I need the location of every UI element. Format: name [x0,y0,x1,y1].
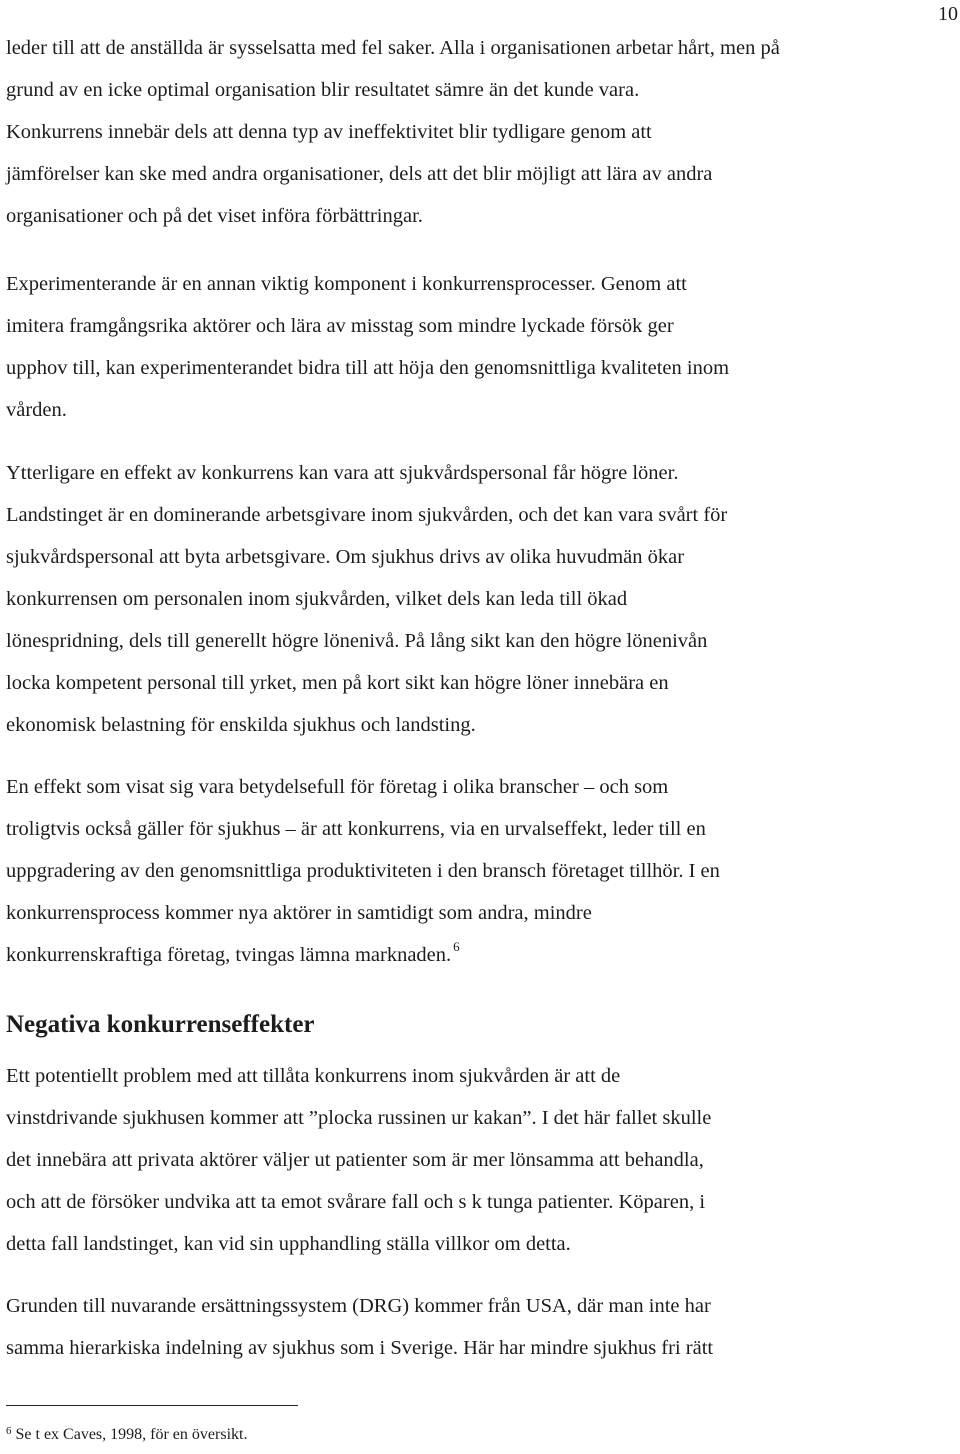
text-line: det innebära att privata aktörer väljer ut patienter som är mer lönsamma att behandla, [6,1149,704,1171]
footnote-reference[interactable]: 6 [453,939,460,954]
text-line: lönespridning, dels till generellt högre lönenivå. På lång sikt kan den högre lönenivån [6,630,708,652]
text-line: konkurrensprocess kommer nya aktörer in samtidigt som andra, mindre [6,902,592,924]
text-line-with-footnote [6,934,946,976]
text-line: grund av en icke optimal organisation blir resultatet sämre än det kunde vara. [6,79,640,101]
text-line: Landstinget är en dominerande arbetsgivare inom sjukvården, och det kan vara svårt för [6,504,728,526]
text-line: organisationer och på det viset införa förbättringar. [6,205,423,227]
text-line: upphov till, kan experimenterandet bidra till att höja den genomsnittliga kvaliteten inom [6,357,730,379]
text-line: vinstdrivande sjukhusen kommer att ”plocka russinen ur kakan”. I det här fallet skulle [6,1107,712,1129]
text-line: leder till att de anställda är sysselsatta med fel saker. Alla i organisationen arbetar hårt, men på [6,37,780,59]
text-line: imitera framgångsrika aktörer och lära av misstag som mindre lyckade försök ger [6,315,674,337]
text-line: och att de försöker undvika att ta emot svårare fall och s k tunga patienter. Köparen, i [6,1191,706,1213]
text-line: Konkurrens innebär dels att denna typ av ineffektivitet blir tydligare genom att [6,121,652,143]
text-line: Ytterligare en effekt av konkurrens kan vara att sjukvårdspersonal får högre löner. [6,462,679,484]
text-line: troligtvis också gäller för sjukhus – är att konkurrens, via en urvalseffekt, leder till en [6,818,706,840]
paragraph-2 [6,263,946,431]
text-line: samma hierarkiska indelning av sjukhus som i Sverige. Här har mindre sjukhus fri rätt [6,1337,714,1359]
text-line: konkurrensen om personalen inom sjukvården, vilket dels kan leda till ökad [6,588,628,610]
footnote-number: 6 [6,1425,12,1437]
text-line: sjukvårdspersonal att byta arbetsgivare. Om sjukhus drivs av olika huvudmän ökar [6,546,685,568]
section-heading: Negativa konkurrenseffekter [6,1011,315,1038]
paragraph-1 [6,27,946,237]
footnote-text: Se t ex Caves, 1998, för en översikt. [15,1426,248,1443]
paragraph-3 [6,452,946,746]
text-line: ekonomisk belastning för enskilda sjukhus och landsting. [6,714,476,736]
section-paragraph-1 [6,1055,946,1265]
text-line: Ett potentiellt problem med att tillåta konkurrens inom sjukvården är att de [6,1065,621,1087]
text-line: locka kompetent personal till yrket, men på kort sikt kan högre löner innebära en [6,672,669,694]
text-line: En effekt som visat sig vara betydelsefull för företag i olika branscher – och som [6,776,669,798]
text-line: Grunden till nuvarande ersättningssystem (DRG) kommer från USA, där man inte har [6,1295,711,1317]
footnote [6,1424,247,1446]
text-line: konkurrenskraftiga företag, tvingas lämna marknaden. [6,944,452,966]
text-line: jämförelser kan ske med andra organisationer, dels att det blir möjligt att lära av andra [6,163,713,185]
paragraph-4 [6,766,946,976]
text-line: Experimenterande är en annan viktig komponent i konkurrensprocesser. Genom att [6,273,687,295]
page-number: 10 [938,3,958,25]
section-paragraph-2 [6,1285,946,1369]
footnote-divider [6,1405,298,1406]
text-line: detta fall landstinget, kan vid sin upphandling ställa villkor om detta. [6,1233,571,1255]
text-line: vården. [6,399,67,421]
text-line: uppgradering av den genomsnittliga produktiviteten i den bransch företaget tillhör. I en [6,860,720,882]
